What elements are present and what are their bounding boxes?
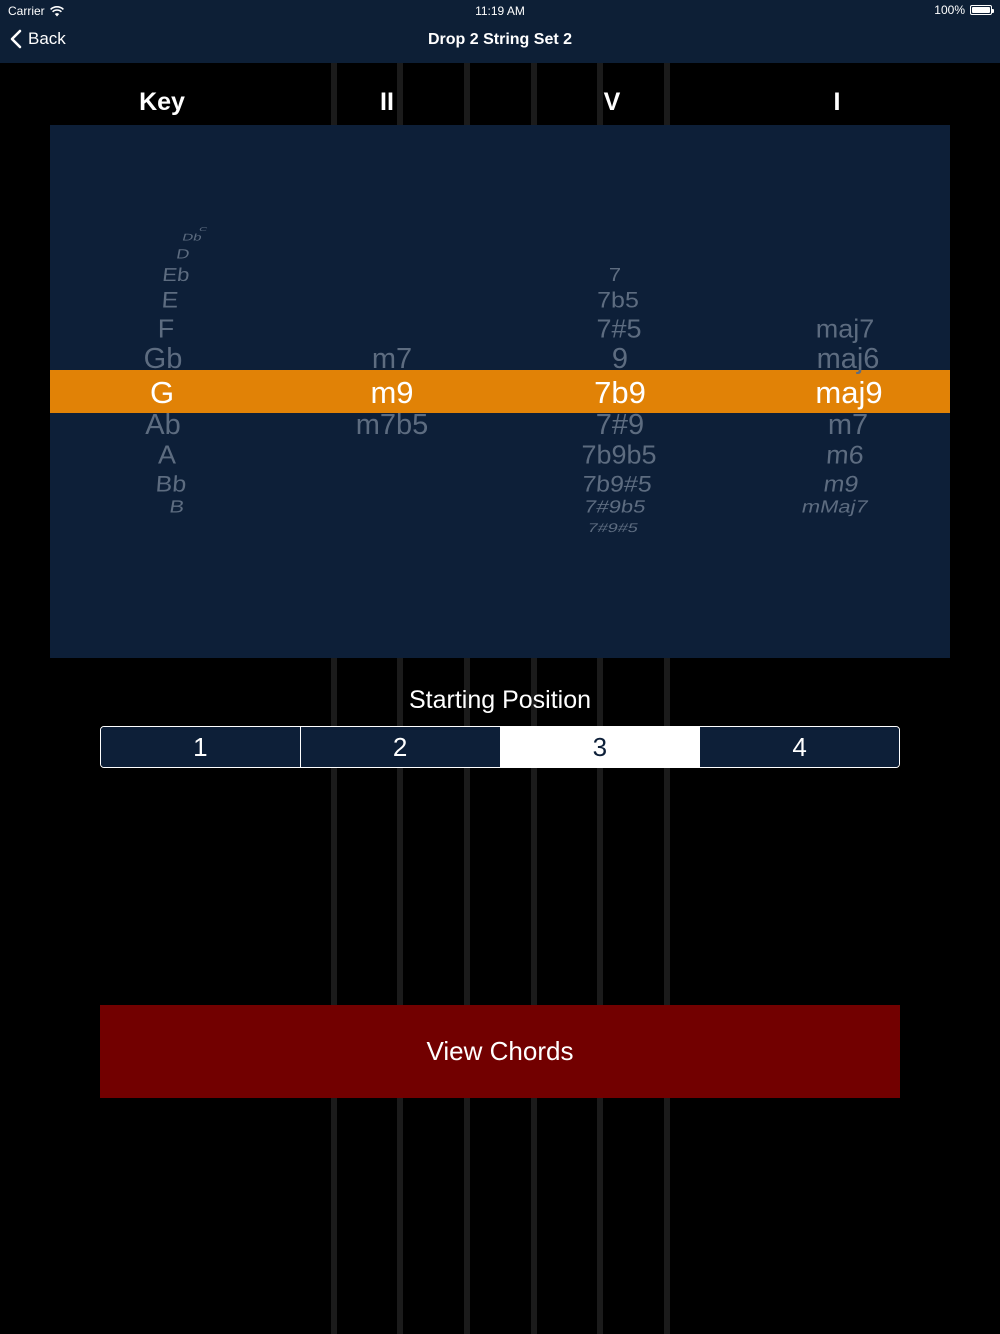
wheel-item[interactable]: C	[197, 226, 209, 233]
wheel-item[interactable]: m6	[825, 440, 865, 470]
wheel-item[interactable]: Db	[180, 231, 204, 244]
selected-i-chord[interactable]: maj9	[815, 375, 883, 410]
wheel-item[interactable]: Bb	[154, 471, 188, 497]
wheel-item[interactable]: 7#5	[596, 314, 642, 344]
wheel-item[interactable]: 7#9b5	[582, 496, 648, 517]
wheel-item[interactable]: A	[157, 440, 177, 470]
wheel-item[interactable]: Gb	[143, 343, 183, 375]
position-option-2[interactable]: 2	[300, 727, 500, 767]
position-option-3[interactable]: 3	[500, 727, 700, 767]
wheel-item[interactable]: Ab	[145, 409, 181, 441]
position-option-1[interactable]: 1	[101, 727, 300, 767]
view-chords-button[interactable]: View Chords	[100, 1005, 900, 1098]
wheel-item[interactable]: F	[157, 314, 175, 344]
column-header-v: V	[603, 88, 621, 116]
position-option-4[interactable]: 4	[699, 727, 899, 767]
carrier-label: Carrier	[8, 4, 45, 18]
selected-v-chord[interactable]: 7b9	[594, 375, 646, 410]
wheel-item[interactable]: 7#9#5	[586, 521, 640, 535]
wheel-item[interactable]: 9	[611, 343, 629, 375]
navigation-bar	[0, 0, 1000, 63]
battery-indicator	[934, 3, 992, 17]
wheel-item[interactable]: m7	[827, 409, 869, 441]
wheel-item[interactable]: E	[160, 287, 180, 313]
battery-percent: 100%	[934, 3, 965, 17]
clock: 11:19 AM	[475, 4, 525, 18]
wheel-item[interactable]: D	[175, 246, 191, 262]
wheel-item[interactable]: B	[167, 496, 187, 517]
starting-position-control	[100, 726, 900, 768]
wheel-item[interactable]: 7b9b5	[581, 440, 657, 470]
starting-position-label: Starting Position	[408, 686, 592, 714]
battery-icon	[970, 5, 992, 15]
status-bar	[0, 0, 1000, 22]
wheel-item[interactable]: 7b9#5	[581, 471, 653, 497]
wheel-item[interactable]: 7#9	[595, 409, 645, 441]
wheel-item[interactable]: Eb	[161, 263, 191, 286]
selected-key[interactable]: G	[149, 375, 175, 410]
chord-picker	[50, 125, 950, 658]
wheel-item[interactable]: 7	[608, 263, 622, 286]
wheel-item[interactable]: mMaj7	[799, 496, 871, 517]
wheel-item[interactable]: m7b5	[355, 409, 429, 441]
column-header-i: I	[833, 88, 841, 116]
column-header-ii: II	[380, 88, 394, 116]
page-title: Drop 2 String Set 2	[427, 31, 573, 48]
column-header-key: Key	[139, 88, 185, 116]
selected-ii-chord[interactable]: m9	[370, 375, 414, 410]
wheel-item[interactable]: m7	[371, 343, 413, 375]
wheel-item[interactable]: maj7	[815, 314, 875, 344]
wheel-item[interactable]: 7b5	[597, 287, 639, 313]
back-label: Back	[28, 29, 66, 48]
wheel-item[interactable]: m9	[821, 471, 861, 497]
wheel-item[interactable]: maj6	[816, 343, 880, 375]
